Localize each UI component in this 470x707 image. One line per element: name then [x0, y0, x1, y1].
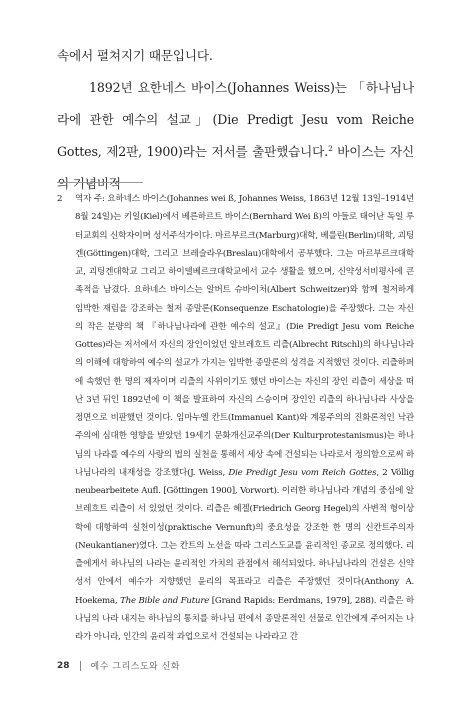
footnote-paragraph	[57, 190, 414, 646]
body-paragraph	[57, 72, 414, 200]
footnote	[57, 190, 414, 646]
page-footer	[57, 659, 180, 672]
footnote-separator	[57, 182, 143, 183]
body-text	[57, 40, 414, 200]
footnote-text: [Grand Rapids: Eerdmans, 1979], 288). 리츨은 하나님의 나라 내지는 하나님의 통치를 하나님 편에서 종말론적인 선물로 인간에게 주어지는 나라가 아니라, 인간의 윤리적 과업으로서 건설되는 나라라고 간	[75, 595, 414, 642]
footnote-reference[interactable]: 2	[328, 143, 333, 153]
footnote-number: 2	[57, 194, 63, 204]
footnote-text: , 2 Völlig neubearbeitete Aufl. [Göttingen 1900], Vorwort). 이러한 하나님나라 개념의 중심에 알브레흐트 리츨이 서 있었던 것이다. 리츨은 헤겔(Friedrich Georg Hegel)의 사변적 형이상학에 대항하여 실천이성(praktische Vernunft)의 중요성을 강조한 한 명의 신칸트주의자(Neukantianer)였다. 그는 칸트의 노선을 따라 그리스도교를 윤리적인 종교로 정의했다. 리츨에게서 하나님의 나라는 윤리적인 가치의 관점에서 해석되었다. 하나님나라의 건설은 신약성서 안에서 예수가 지향했던 윤리의 목표라고 리츨은 주장했던 것이다(Anthony A. Hoekema,	[75, 467, 415, 606]
running-title: 예수 그리스도와 신화	[90, 662, 180, 672]
footnote-book-title: The Bible and Future	[120, 595, 210, 606]
paragraph-text-tail: 바이스는 자신의 기념비적	[57, 144, 414, 191]
footnote-text: 역자 주: 요하네스 바이스(Johannes wei ß, Johannes Weiss, 1863년 12월 13일–1914년 8월 24일)는 키일(Kiel)에서 베른하르트 바이스(Bernhard Wei ß)의 아들로 태어난 독일 루터교회의 신학자이며 성서주석가이다. 마르부르크(Marburg)대학, 베를린(Berlin)대학, 괴팅겐(Göttingen)대학, 그리고 브레슬라우(Breslau)대학에서 공부했다. 그는 마르부르크대학교, 괴팅겐대학교 그리고 하이델베르크대학교에서 교수 생활을 했으며, 신약성서비평사에 큰 족적을 남겼다. 요하네스 바이스는 알버트 슈바이처(Albert Schweitzer)와 함께 철저하게 임박한 재림을 강조하는 철저 종말론(Konsequenze Eschatologie)을 주장했다. 그는 자신의 작은 분량의 책 『하나님나라에 관한 예수의 설교』(Die Predigt Jesu vom Reiche Gottes)라는 저서에서 자신의 장인이었던 알브레흐트 리츨(Albrecht Ritschl)의 하나님나라의 이해에 대항하여 예수의 설교가 가지는 임박한 종말론의 성격을 지적했던 것이다. 리츨하퍼에 속했던 한 명의 제자이며 리츨의 사위이기도 했던 바이스는 자신의 장인 리츨이 세상을 떠난 3년 뒤인 1892년에 이 책을 발표하여 자신의 스승이며 장인인 리츨의 하나님나라 사상을 정면으로 비판했던 것이다. 임마누엘 칸트(Immanuel Kant)와 계몽주의의 진화론적인 낙관주의에 심대한 영향을 받았던 19세기 문화개신교주의(Der Kulturprotestanismus)는 하나님의 나라를 예수의 사랑의 법의 실천을 통해서 세상 속에 건설되는 나라로서 정의함으로써 하나님나라의 내재성을 강조했다(J. Weiss,	[75, 194, 414, 478]
page-number: 28	[57, 660, 70, 671]
footnote-book-title: Die Predigt Jesu vom Reich Gottes	[228, 467, 377, 478]
body-line-continuation: 속에서 펼쳐지기 때문입니다.	[57, 48, 213, 63]
footer-divider	[80, 661, 81, 671]
paragraph-text: 1892년 요한네스 바이스(Johannes Weiss)는 「하나님나라에 관한 예수의 설교」(Die Predigt Jesu vom Reiche Gottes, 제2판, 1900)라는 저서를 출판했습니다.	[57, 80, 414, 159]
